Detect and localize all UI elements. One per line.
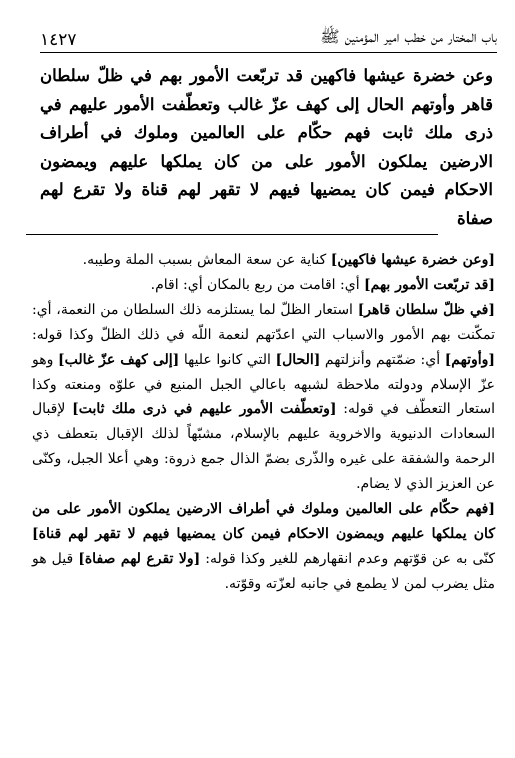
- gloss: لإقبال السعادات الدنيوية والاخروية عليهم بالإسلام، مشبّهاً لذلك الإقبال بتعطف ذي الرحمة والشفقة على غيره والذّرى بضمّ الذال جمع ذروة: وهي أعلا الجبل، وكنّى عن العزيز الذي لا يضام.: [32, 401, 495, 493]
- separator-line: [26, 234, 438, 235]
- commentary-paragraph: [32, 248, 495, 273]
- gloss: أي: ضمّتهم وأنزلتهم: [320, 351, 445, 368]
- lemma: [وأوتهم]: [444, 351, 496, 368]
- lemma: [الحال]: [275, 351, 321, 368]
- gloss: كناية عن سعة المعاش بسبب الملة وطيبه.: [82, 252, 331, 268]
- commentary-paragraph: [32, 497, 495, 597]
- lemma: [فهم حكّام على العالمين وملوك في أطراف الارضين يملكون الأمور على من كان يملكها عليهم ويمضون الاحكام فيمن كان يمضيها فيهم لا تقهر لهم قناة]: [32, 501, 495, 542]
- lemma: [قد تربّعت الأمور بهم]: [364, 276, 495, 293]
- sermon-text: وعن خضرة عيشها فاكهين قد تربّعت الأمور بهم في ظلّ سلطان قاهر وأوتهم الحال إلى كهف عزّ غالب وتعطّفت الأمور عليهم في ذرى ملك ثابت فهم حكّام على العالمين وملوك في أطراف الارضين يملكون الأمور على من كان يملكها عليهم ويمضون الاحكام فيمن كان يمضيها فيهم لا تقهر لهم قناة ولا تقرع لهم صفاة: [40, 66, 493, 228]
- commentary-paragraph: [32, 273, 495, 298]
- gloss: استعار الظلّ لما يستلزمه ذلك السلطان من النعمة، أي: تمكّنت بهم الأمور والاسباب التي اعدّتهم لنعمة اللّه في ذلك الظلّ وكذا قوله:: [32, 301, 495, 343]
- lemma: [ولا تقرع لهم صفاة]: [78, 550, 201, 567]
- gloss: قيل هو مثل يضرب لمن لا يطمع في جانبه لعزّته وقوّته.: [32, 550, 495, 592]
- gloss: كنّى به عن قوّتهم وعدم انقهارهم للغير وكذا قوله:: [200, 550, 496, 567]
- page-header: [40, 20, 497, 53]
- gloss: التي كانوا عليها: [179, 351, 276, 368]
- commentary: [32, 248, 495, 597]
- lemma: [وتعطّفت الأمور عليهم في ذرى ملك ثابت]: [72, 401, 337, 418]
- page-number: ١٤٢٧: [40, 30, 77, 50]
- lemma: [في ظلّ سلطان قاهر]: [357, 301, 495, 318]
- gloss: أي: اقامت من ربع بالمكان أي: اقام.: [150, 276, 365, 293]
- lemma: [وعن خضرة عيشها فاكهين]: [330, 252, 495, 268]
- lemma: [إلى كهف عزّ غالب]: [57, 351, 180, 368]
- gloss: وهو عزّ الإسلام ودولته ملاحظة لشبهه باعالي الجبل المنيع في علوّه ومنعته وكذا استعار التعطّف في قوله:: [32, 351, 495, 418]
- chapter-title: باب المختار من خطب امير المؤمنين ﷺ: [320, 27, 497, 46]
- commentary-paragraph: [32, 298, 495, 497]
